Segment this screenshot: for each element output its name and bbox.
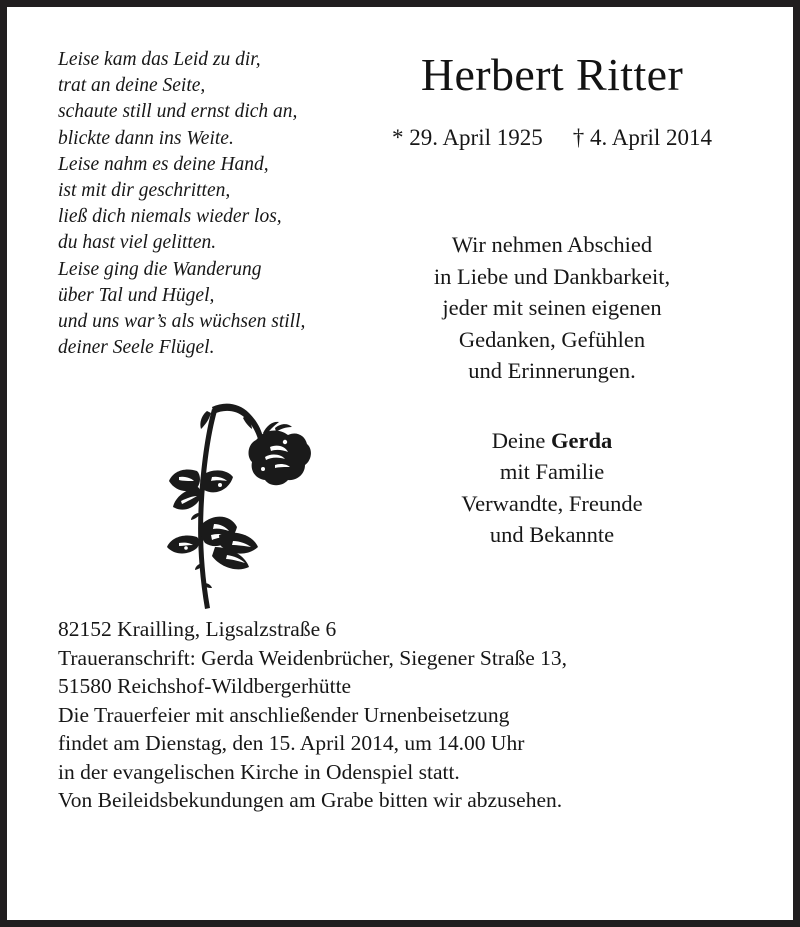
mourning-address-block	[58, 644, 757, 701]
rose-illustration	[157, 395, 317, 620]
service-line: findet am Dienstag, den 15. April 2014, um 14.00 Uhr	[58, 731, 525, 755]
closing-line: Von Beileidsbekundungen am Grabe bitten wir abzusehen.	[58, 788, 563, 812]
death-date: † 4. April 2014	[572, 125, 713, 150]
poem-line: Leise ging die Wanderung	[58, 258, 262, 280]
mourning-address-line: 51580 Reichshof-Wildbergerhütte	[58, 674, 352, 698]
memorial-line: Wir nehmen Abschied	[451, 232, 653, 257]
poem-line: und uns war’s als wüchsen still,	[58, 311, 306, 333]
memorial-poem	[58, 47, 347, 361]
memorial-line: jeder mit seinen eigenen	[442, 295, 662, 320]
poem-line: blickte dann ins Weite.	[58, 127, 234, 149]
poem-line: ließ dich niemals wieder los,	[58, 206, 282, 228]
poem-line: deiner Seele Flügel.	[58, 337, 215, 359]
poem-line: trat an deine Seite,	[58, 75, 206, 97]
deceased-name: Herbert Ritter	[420, 49, 684, 100]
memorial-line: Gedanken, Gefühlen	[458, 326, 646, 352]
survivors-line: und Bekannte	[489, 522, 615, 547]
survivor-name: Gerda	[551, 427, 613, 453]
mourning-address-line: Traueranschrift: Gerda Weidenbrücher, Siegener Straße 13,	[58, 645, 568, 670]
upper-section	[7, 7, 793, 567]
service-line: in der evangelischen Kirche in Odenspiel statt.	[58, 759, 460, 784]
closing-note-block	[58, 786, 757, 815]
memorial-line: und Erinnerungen.	[468, 358, 636, 383]
survivors-primary	[347, 425, 757, 457]
poem-line: über Tal und Hügel,	[58, 284, 215, 306]
memorial-verse	[347, 229, 757, 387]
lower-section	[7, 615, 793, 815]
survivors-prefix: Deine	[491, 427, 552, 453]
notice-inner	[7, 7, 793, 920]
name-and-memorial-column	[347, 47, 793, 551]
address-block	[58, 615, 757, 644]
poem-line: Leise kam das Leid zu dir,	[58, 49, 261, 70]
poem-line: schaute still und ernst dich an,	[58, 101, 298, 123]
poem-line: ist mit dir geschritten,	[58, 180, 231, 202]
birth-date: * 29. April 1925	[391, 125, 543, 150]
poem-line: du hast viel gelitten.	[58, 232, 217, 254]
address-line: 82152 Krailling, Ligsalzstraße 6	[58, 617, 337, 641]
life-dates	[347, 123, 757, 153]
service-line: Die Trauerfeier mit anschließender Urnenbeisetzung	[58, 702, 510, 727]
survivors-line: mit Familie	[499, 459, 605, 484]
survivors-list	[347, 425, 757, 551]
survivors-line: Verwandte, Freunde	[461, 490, 643, 516]
memorial-line: in Liebe und Dankbarkeit,	[433, 263, 671, 289]
poem-column	[7, 47, 347, 361]
poem-line: Leise nahm es deine Hand,	[58, 153, 269, 175]
service-details-block	[58, 701, 757, 787]
